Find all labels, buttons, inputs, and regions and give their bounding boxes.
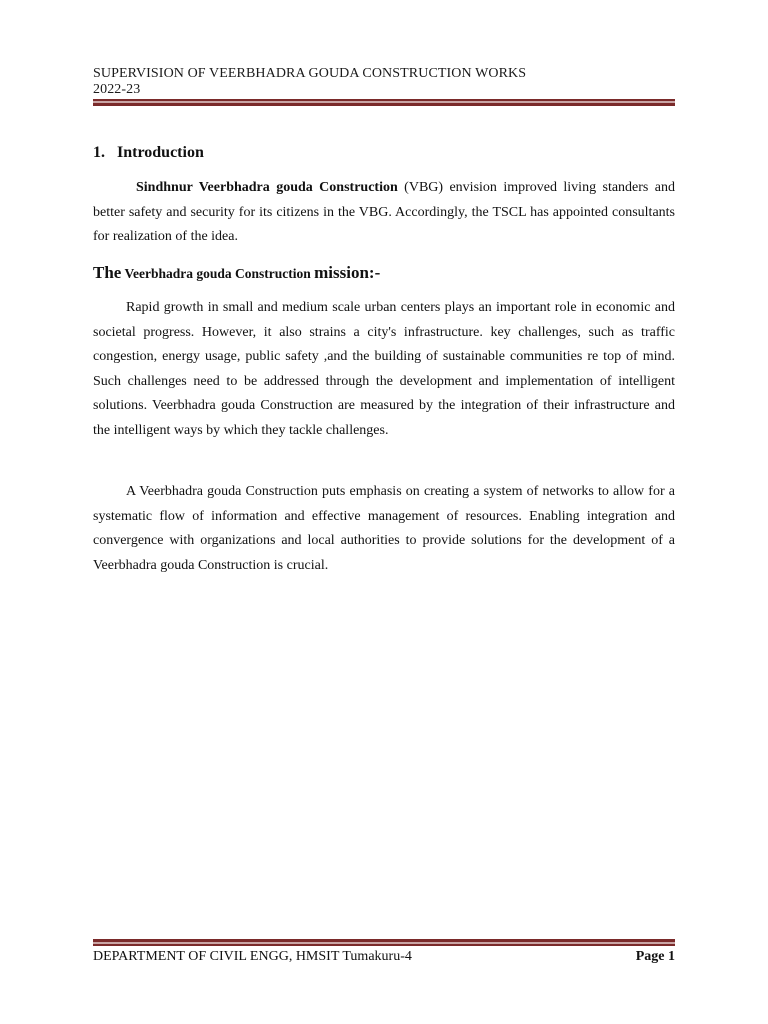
- intro-paragraph: [93, 176, 675, 250]
- header-title: SUPERVISION OF VEERBHADRA GOUDA CONSTRUCTION WORKS: [93, 66, 527, 81]
- footer-department: DEPARTMENT OF CIVIL ENGG, HMSIT Tumakuru-4: [93, 949, 412, 964]
- header-year: 2022-23: [93, 82, 141, 97]
- mission-heading-middle: Veerbhadra gouda Construction: [121, 266, 315, 281]
- body-paragraph: Rapid growth in small and medium scale urban centers plays an important role in economic and societal progress. However, it also strains a city's infrastructure. key challenges, such as traffic congestion, energy usage, public safety ,and the building of sustainable communities re top of mind. Such challenges need to be addressed through the development and implementation of intelligent solutions. Veerbhadra gouda Construction are measured by the integration of their infrastructure and the intelligent ways by which they tackle challenges.: [93, 300, 675, 438]
- body-paragraph: A Veerbhadra gouda Construction puts emphasis on creating a system of networks to allow for a systematic flow of information and effective management of resources. Enabling integration and convergence with organizations and local authorities to provide solutions for the development of a Veerbhadra gouda Construction is crucial.: [93, 484, 675, 573]
- intro-bold-lead: Sindhnur Veerbhadra gouda Construction: [136, 180, 398, 195]
- footer-rule: [93, 939, 675, 946]
- intro-text: (VBG) envision improved living standers and better safety and security for its citizens in the VBG. Accordingly, the TSCL has appointed consultants for realization of the idea.: [93, 180, 675, 244]
- section-number: 1.: [93, 144, 105, 161]
- mission-heading-mission: mission:-: [314, 263, 381, 282]
- mission-heading: [93, 262, 380, 285]
- mission-heading-the: The: [93, 263, 122, 282]
- section-heading: [93, 143, 204, 163]
- section-title: Introduction: [117, 144, 204, 161]
- header-rule: [93, 99, 675, 106]
- page-header: [93, 66, 675, 98]
- page-number: Page 1: [635, 949, 675, 964]
